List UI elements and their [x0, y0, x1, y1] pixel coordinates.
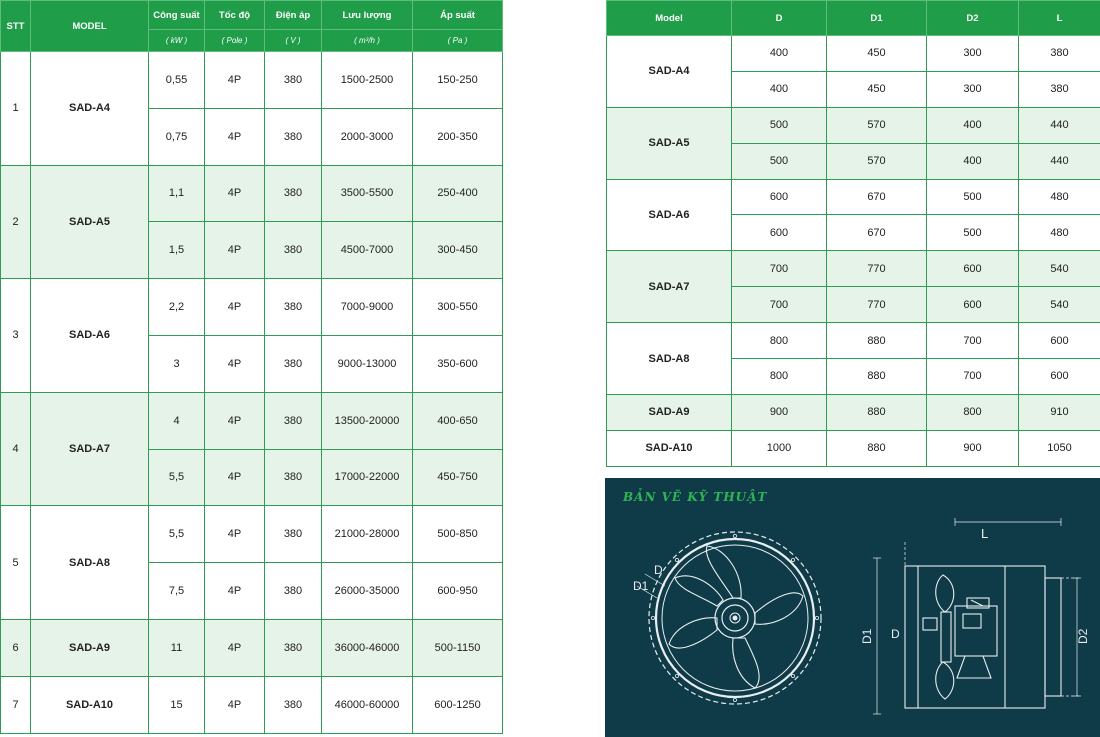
flow-cell: 9000-13000 [322, 335, 413, 392]
dim-header-model: Model [607, 1, 732, 36]
dim-d1-cell: 880 [827, 394, 927, 430]
power-cell: 1,5 [149, 222, 205, 279]
dim-d2-cell: 700 [927, 359, 1019, 395]
dim-header-row [607, 1, 1100, 36]
fan-side-view [905, 566, 1061, 708]
model-cell: SAD-A5 [31, 165, 149, 279]
dim-d-cell: 800 [732, 359, 827, 395]
dim-model-cell: SAD-A5 [607, 107, 732, 179]
flow-cell: 4500-7000 [322, 222, 413, 279]
model-cell: SAD-A9 [31, 619, 149, 676]
pressure-cell: 350-600 [413, 335, 503, 392]
pressure-cell: 300-450 [413, 222, 503, 279]
dim-d2-cell: 400 [927, 143, 1019, 179]
pressure-cell: 600-950 [413, 563, 503, 620]
model-cell: SAD-A10 [31, 676, 149, 733]
dim-table-body [607, 36, 1100, 467]
spec-row [1, 392, 503, 449]
header-flow: Lưu lượng [322, 1, 413, 30]
dim-d1-cell: 450 [827, 36, 927, 72]
flow-cell: 26000-35000 [322, 563, 413, 620]
stt-cell: 7 [1, 676, 31, 733]
dim-header-d: D [732, 1, 827, 36]
dim-d1-cell: 670 [827, 215, 927, 251]
unit-pressure: ( Pa ) [413, 30, 503, 52]
dim-d-cell: 700 [732, 251, 827, 287]
dim-d1-cell: 770 [827, 251, 927, 287]
stt-cell: 4 [1, 392, 31, 506]
dim-header-l: L [1019, 1, 1100, 36]
dim-d-cell: 500 [732, 107, 827, 143]
speed-cell: 4P [205, 506, 265, 563]
dim-d2-cell: 700 [927, 323, 1019, 359]
flow-cell: 1500-2500 [322, 52, 413, 109]
fan-technical-drawing [605, 478, 1100, 737]
stt-cell: 2 [1, 165, 31, 279]
dim-d-cell: 900 [732, 394, 827, 430]
pressure-cell: 250-400 [413, 165, 503, 222]
speed-cell: 4P [205, 619, 265, 676]
pressure-cell: 400-650 [413, 392, 503, 449]
dim-l-cell: 910 [1019, 394, 1100, 430]
stt-cell: 5 [1, 506, 31, 620]
dim-row [607, 107, 1100, 143]
stt-cell: 1 [1, 52, 31, 166]
dim-header-d2: D2 [927, 1, 1019, 36]
unit-power: ( kW ) [149, 30, 205, 52]
dim-d1-cell: 880 [827, 359, 927, 395]
header-model: MODEL [31, 1, 149, 52]
dim-d1-cell: 570 [827, 143, 927, 179]
dim-row [607, 179, 1100, 215]
dim-l-cell: 540 [1019, 287, 1100, 323]
spec-row [1, 676, 503, 733]
dim-d1-cell: 670 [827, 179, 927, 215]
header-pressure: Áp suất [413, 1, 503, 30]
model-cell: SAD-A6 [31, 279, 149, 393]
pressure-cell: 450-750 [413, 449, 503, 506]
label-front-d1: D1 [633, 579, 649, 593]
speed-cell: 4P [205, 335, 265, 392]
power-cell: 4 [149, 392, 205, 449]
dim-row [607, 323, 1100, 359]
dim-l-cell: 540 [1019, 251, 1100, 287]
speed-cell: 4P [205, 563, 265, 620]
specification-table [0, 0, 503, 734]
header-voltage: Điện áp [265, 1, 322, 30]
header-power: Công suất [149, 1, 205, 30]
voltage-cell: 380 [265, 279, 322, 336]
power-cell: 5,5 [149, 449, 205, 506]
flow-cell: 2000-3000 [322, 108, 413, 165]
dim-l-cell: 380 [1019, 36, 1100, 72]
spec-row [1, 279, 503, 336]
dim-d2-cell: 300 [927, 36, 1019, 72]
technical-drawing-panel [605, 478, 1100, 737]
power-cell: 11 [149, 619, 205, 676]
dim-l-cell: 440 [1019, 107, 1100, 143]
dim-model-cell: SAD-A7 [607, 251, 732, 323]
drawing-title: BẢN VẼ KỸ THUẬT [623, 490, 768, 504]
dim-l-cell: 600 [1019, 323, 1100, 359]
dim-l-cell: 1050 [1019, 430, 1100, 466]
header-stt: STT [1, 1, 31, 52]
fan-side-dimensions [873, 518, 1081, 714]
voltage-cell: 380 [265, 108, 322, 165]
dim-d2-cell: 500 [927, 179, 1019, 215]
speed-cell: 4P [205, 392, 265, 449]
power-cell: 2,2 [149, 279, 205, 336]
dim-d1-cell: 450 [827, 71, 927, 107]
spec-row [1, 165, 503, 222]
dim-row [607, 36, 1100, 72]
dim-d1-cell: 880 [827, 430, 927, 466]
dim-row [607, 251, 1100, 287]
voltage-cell: 380 [265, 392, 322, 449]
dim-l-cell: 440 [1019, 143, 1100, 179]
dim-d-cell: 600 [732, 179, 827, 215]
pressure-cell: 200-350 [413, 108, 503, 165]
flow-cell: 36000-46000 [322, 619, 413, 676]
dim-model-cell: SAD-A6 [607, 179, 732, 251]
dim-l-cell: 380 [1019, 71, 1100, 107]
voltage-cell: 380 [265, 222, 322, 279]
voltage-cell: 380 [265, 563, 322, 620]
label-side-d1: D1 [860, 628, 874, 644]
dim-model-cell: SAD-A10 [607, 430, 732, 466]
flow-cell: 7000-9000 [322, 279, 413, 336]
voltage-cell: 380 [265, 506, 322, 563]
voltage-cell: 380 [265, 335, 322, 392]
model-cell: SAD-A4 [31, 52, 149, 166]
speed-cell: 4P [205, 676, 265, 733]
unit-flow: ( m³/h ) [322, 30, 413, 52]
pressure-cell: 500-1150 [413, 619, 503, 676]
dim-d2-cell: 900 [927, 430, 1019, 466]
flow-cell: 46000-60000 [322, 676, 413, 733]
flow-cell: 17000-22000 [322, 449, 413, 506]
unit-speed: ( Pole ) [205, 30, 265, 52]
dim-d2-cell: 400 [927, 107, 1019, 143]
dim-l-cell: 480 [1019, 215, 1100, 251]
dim-model-cell: SAD-A4 [607, 36, 732, 108]
dim-d-cell: 400 [732, 71, 827, 107]
flow-cell: 3500-5500 [322, 165, 413, 222]
dim-l-cell: 600 [1019, 359, 1100, 395]
dim-l-cell: 480 [1019, 179, 1100, 215]
spec-table-body [1, 52, 503, 734]
voltage-cell: 380 [265, 619, 322, 676]
label-front-d: D [654, 563, 663, 577]
power-cell: 7,5 [149, 563, 205, 620]
pressure-cell: 300-550 [413, 279, 503, 336]
dim-d2-cell: 300 [927, 71, 1019, 107]
power-cell: 5,5 [149, 506, 205, 563]
dim-d1-cell: 770 [827, 287, 927, 323]
pressure-cell: 600-1250 [413, 676, 503, 733]
speed-cell: 4P [205, 108, 265, 165]
header-speed: Tốc độ [205, 1, 265, 30]
dim-d2-cell: 500 [927, 215, 1019, 251]
voltage-cell: 380 [265, 52, 322, 109]
spec-row [1, 619, 503, 676]
dim-d2-cell: 800 [927, 394, 1019, 430]
power-cell: 15 [149, 676, 205, 733]
speed-cell: 4P [205, 165, 265, 222]
dim-d1-cell: 570 [827, 107, 927, 143]
dim-d-cell: 800 [732, 323, 827, 359]
dim-header-d1: D1 [827, 1, 927, 36]
dim-d-cell: 1000 [732, 430, 827, 466]
dim-d2-cell: 600 [927, 251, 1019, 287]
dim-d-cell: 400 [732, 36, 827, 72]
dim-d-cell: 700 [732, 287, 827, 323]
dim-d-cell: 500 [732, 143, 827, 179]
dim-model-cell: SAD-A8 [607, 323, 732, 395]
dim-row [607, 394, 1100, 430]
spec-row [1, 52, 503, 109]
model-cell: SAD-A8 [31, 506, 149, 620]
voltage-cell: 380 [265, 449, 322, 506]
label-side-d: D [891, 627, 900, 641]
speed-cell: 4P [205, 449, 265, 506]
power-cell: 0,55 [149, 52, 205, 109]
flow-cell: 13500-20000 [322, 392, 413, 449]
dim-d2-cell: 600 [927, 287, 1019, 323]
fan-front-view [649, 532, 821, 704]
spec-header-row [1, 1, 503, 30]
label-side-d2: D2 [1076, 628, 1090, 644]
dimension-table [606, 0, 1100, 467]
pressure-cell: 500-850 [413, 506, 503, 563]
dim-model-cell: SAD-A9 [607, 394, 732, 430]
pressure-cell: 150-250 [413, 52, 503, 109]
power-cell: 1,1 [149, 165, 205, 222]
speed-cell: 4P [205, 222, 265, 279]
label-side-l: L [981, 526, 989, 541]
unit-voltage: ( V ) [265, 30, 322, 52]
dim-d1-cell: 880 [827, 323, 927, 359]
power-cell: 0,75 [149, 108, 205, 165]
spec-row [1, 506, 503, 563]
flow-cell: 21000-28000 [322, 506, 413, 563]
speed-cell: 4P [205, 279, 265, 336]
speed-cell: 4P [205, 52, 265, 109]
voltage-cell: 380 [265, 676, 322, 733]
voltage-cell: 380 [265, 165, 322, 222]
model-cell: SAD-A7 [31, 392, 149, 506]
dim-d-cell: 600 [732, 215, 827, 251]
dim-row [607, 430, 1100, 466]
stt-cell: 6 [1, 619, 31, 676]
stt-cell: 3 [1, 279, 31, 393]
power-cell: 3 [149, 335, 205, 392]
